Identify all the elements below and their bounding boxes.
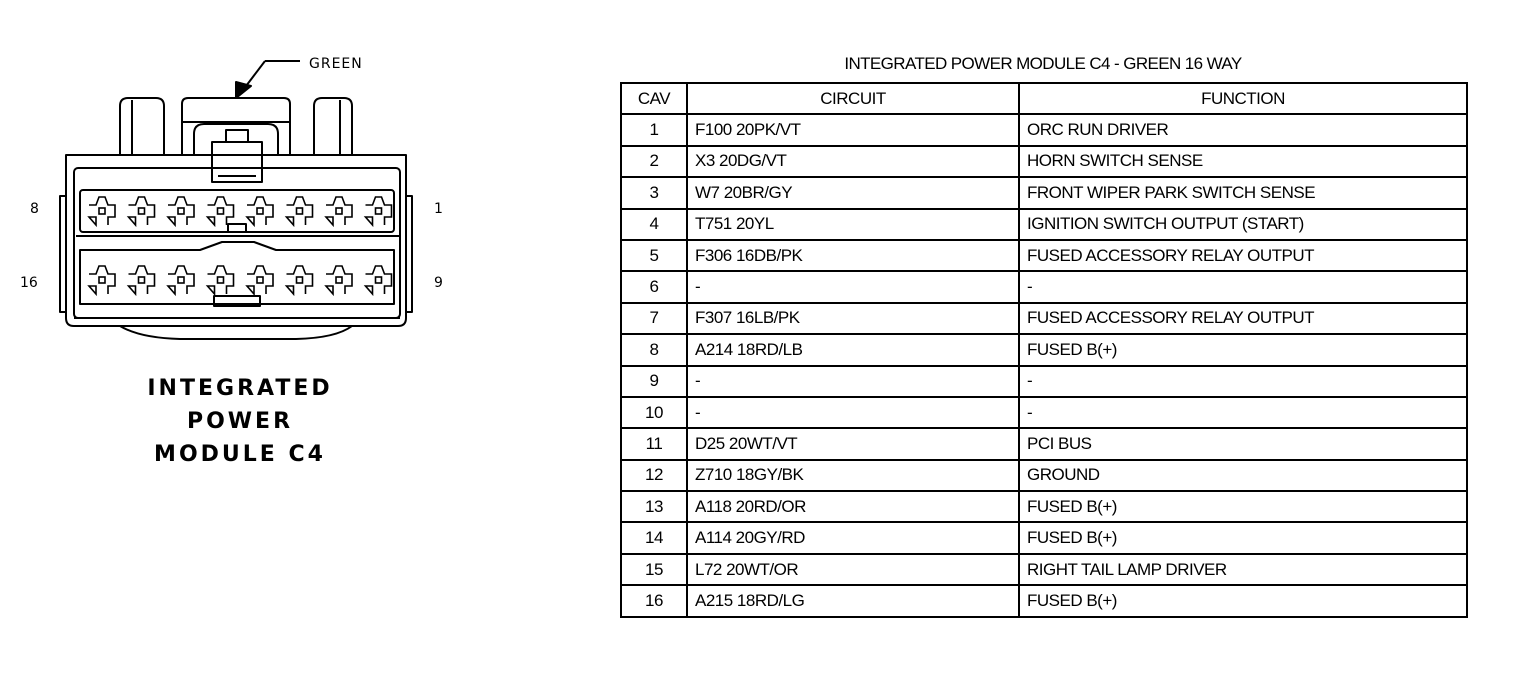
circuit-cell: T751 20YL (687, 209, 1019, 240)
terminal-cavity (366, 266, 392, 294)
table-row (621, 146, 1467, 177)
terminal-cavity (366, 197, 392, 225)
function-cell: FUSED B(+) (1019, 585, 1467, 616)
terminal-cavity (287, 197, 313, 225)
table-row (621, 428, 1467, 459)
function-cell: FUSED ACCESSORY RELAY OUTPUT (1019, 240, 1467, 271)
cav-cell: 12 (621, 460, 687, 491)
cav-cell: 16 (621, 585, 687, 616)
pin-label-1: 1 (434, 201, 443, 217)
terminal-cavity (168, 266, 194, 294)
function-cell: RIGHT TAIL LAMP DRIVER (1019, 554, 1467, 585)
table-row (621, 491, 1467, 522)
latch-left (120, 98, 164, 155)
table-row (621, 522, 1467, 553)
function-cell: ORC RUN DRIVER (1019, 114, 1467, 145)
function-cell: FUSED B(+) (1019, 334, 1467, 365)
cav-cell: 3 (621, 177, 687, 208)
function-cell: - (1019, 397, 1467, 428)
cav-cell: 8 (621, 334, 687, 365)
function-cell: - (1019, 366, 1467, 397)
table-row (621, 271, 1467, 302)
function-cell: PCI BUS (1019, 428, 1467, 459)
function-cell: FRONT WIPER PARK SWITCH SENSE (1019, 177, 1467, 208)
circuit-cell: L72 20WT/OR (687, 554, 1019, 585)
terminal-cavity (89, 266, 115, 294)
cav-cell: 10 (621, 397, 687, 428)
table-row (621, 334, 1467, 365)
function-cell: GROUND (1019, 460, 1467, 491)
circuit-cell: X3 20DG/VT (687, 146, 1019, 177)
table-row (621, 303, 1467, 334)
circuit-cell: W7 20BR/GY (687, 177, 1019, 208)
circuit-cell: A215 18RD/LG (687, 585, 1019, 616)
module-title (120, 372, 360, 471)
module-title-line-2: POWER (186, 409, 294, 434)
cav-cell: 1 (621, 114, 687, 145)
terminal-cavity (208, 266, 234, 294)
terminal-cavity (247, 266, 273, 294)
pin-label-9: 9 (434, 275, 443, 291)
circuit-cell: D25 20WT/VT (687, 428, 1019, 459)
table-row (621, 585, 1467, 616)
table-title: INTEGRATED POWER MODULE C4 - GREEN 16 WAY (844, 54, 1242, 73)
circuit-cell: A118 20RD/OR (687, 491, 1019, 522)
table-row (621, 240, 1467, 271)
function-cell: IGNITION SWITCH OUTPUT (START) (1019, 209, 1467, 240)
circuit-cell: Z710 18GY/BK (687, 460, 1019, 491)
function-cell: FUSED B(+) (1019, 522, 1467, 553)
cav-cell: 11 (621, 428, 687, 459)
table-row (621, 397, 1467, 428)
cav-cell: 4 (621, 209, 687, 240)
table-row (621, 114, 1467, 145)
circuit-cell: - (687, 271, 1019, 302)
table-row (621, 177, 1467, 208)
terminal-cavity (129, 266, 155, 294)
header-circuit: CIRCUIT (687, 83, 1019, 114)
cavity-group (89, 197, 392, 294)
cav-cell: 13 (621, 491, 687, 522)
connector-housing (66, 155, 406, 326)
terminal-cavity (129, 197, 155, 225)
terminal-cavity (326, 197, 352, 225)
terminal-cavity (247, 197, 273, 225)
module-title-line-3: MODULE C4 (154, 442, 326, 467)
table-row (621, 554, 1467, 585)
cav-cell: 2 (621, 146, 687, 177)
circuit-cell: A114 20GY/RD (687, 522, 1019, 553)
center-lock (182, 98, 290, 155)
cav-cell: 15 (621, 554, 687, 585)
circuit-cell: - (687, 366, 1019, 397)
function-cell: FUSED ACCESSORY RELAY OUTPUT (1019, 303, 1467, 334)
table-row (621, 460, 1467, 491)
module-title-line-1: INTEGRATED (147, 376, 333, 401)
pinout-table (620, 82, 1468, 618)
cav-cell: 9 (621, 366, 687, 397)
terminal-cavity (89, 197, 115, 225)
table-header-row (621, 83, 1467, 114)
cav-cell: 7 (621, 303, 687, 334)
circuit-cell: - (687, 397, 1019, 428)
circuit-cell: F307 16LB/PK (687, 303, 1019, 334)
cav-cell: 5 (621, 240, 687, 271)
circuit-cell: F306 16DB/PK (687, 240, 1019, 271)
pin-label-8: 8 (30, 201, 39, 217)
circuit-cell: F100 20PK/VT (687, 114, 1019, 145)
function-cell: HORN SWITCH SENSE (1019, 146, 1467, 177)
green-callout-label: GREEN (309, 56, 363, 72)
header-cav: CAV (621, 83, 687, 114)
header-function: FUNCTION (1019, 83, 1467, 114)
terminal-cavity (287, 266, 313, 294)
function-cell: - (1019, 271, 1467, 302)
terminal-cavity (168, 197, 194, 225)
callout-arrow (236, 61, 300, 98)
table-row (621, 366, 1467, 397)
terminal-cavity (326, 266, 352, 294)
circuit-cell: A214 18RD/LB (687, 334, 1019, 365)
table-row (621, 209, 1467, 240)
pin-label-16: 16 (20, 275, 38, 291)
latch-right (314, 98, 352, 155)
terminal-cavity (208, 197, 234, 225)
cav-cell: 6 (621, 271, 687, 302)
cav-cell: 14 (621, 522, 687, 553)
function-cell: FUSED B(+) (1019, 491, 1467, 522)
